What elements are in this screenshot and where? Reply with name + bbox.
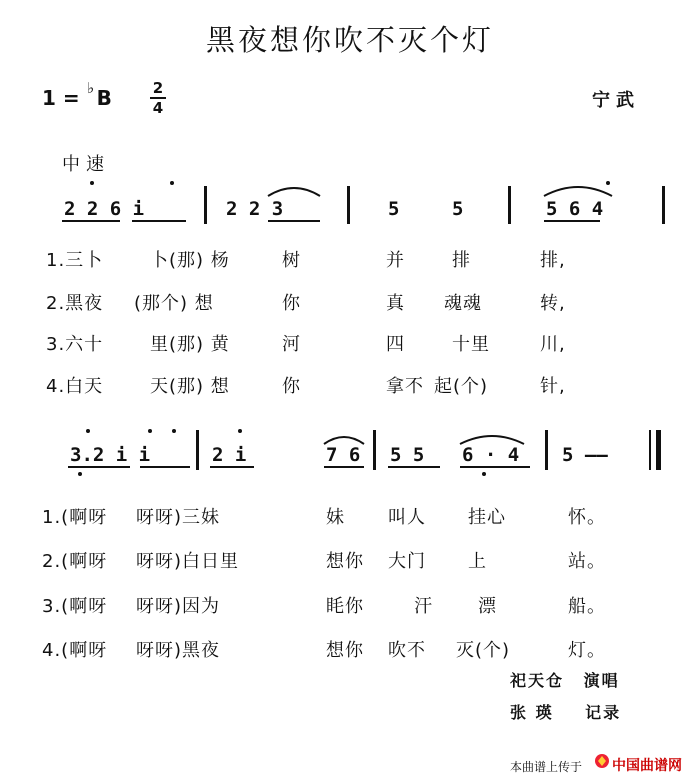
- lyric: 漂: [478, 596, 497, 617]
- lyric: 四: [386, 334, 405, 355]
- lyric: 转,: [540, 293, 566, 314]
- credit-name: 张 瑛: [510, 703, 554, 722]
- note-group: 5: [388, 198, 400, 220]
- note-group: 6 · 4: [462, 444, 520, 466]
- note-group: 3.2 i i: [70, 444, 151, 466]
- composer: 宁武: [592, 90, 640, 111]
- meter-bottom: 4: [152, 99, 164, 117]
- lyric: 妹: [326, 507, 345, 528]
- lyric: 叫人: [388, 507, 426, 528]
- meter-top: 2: [152, 79, 164, 97]
- flat-sign: ♭: [87, 79, 95, 97]
- lyric: 怀。: [568, 507, 606, 528]
- lyric: 4.(啊呀: [42, 640, 108, 661]
- lyric: 真: [386, 293, 405, 314]
- lyric: 想你: [326, 640, 364, 661]
- lyric: 河: [282, 334, 301, 355]
- note-group: 2 i: [212, 444, 247, 466]
- lyric: 拿不: [386, 376, 424, 397]
- lyric: 灭(个): [456, 640, 511, 661]
- key-prefix: 1 =: [42, 86, 87, 110]
- lyric: 大门: [388, 551, 426, 572]
- credit-role: 记录: [585, 703, 622, 722]
- lyric: 吹不: [388, 640, 426, 661]
- credit-singer: [510, 668, 620, 691]
- note-group: 2 2 3: [226, 198, 284, 220]
- lyric: 呀呀)黑夜: [136, 640, 221, 661]
- lyric: 针,: [540, 376, 566, 397]
- lyric: 里(那) 黄: [150, 334, 230, 355]
- lyric: 树: [282, 250, 301, 271]
- lyric: 汗: [414, 596, 433, 617]
- lyric: 4.白天: [46, 376, 104, 397]
- tempo-marking: 中速: [62, 154, 110, 175]
- lyric: 卜(那) 杨: [150, 250, 230, 271]
- lyric: 天(那) 想: [150, 376, 230, 397]
- credit-name: 祀天仓: [510, 671, 565, 690]
- credit-role: 演唱: [583, 671, 620, 690]
- lyric: 想你: [326, 551, 364, 572]
- lyric: 呀呀)因为: [136, 596, 221, 617]
- footer-text: 本曲谱上传于: [510, 760, 583, 774]
- lyric: 眊你: [326, 596, 364, 617]
- credit-recorder: [510, 700, 621, 723]
- lyric: 3.六十: [46, 334, 104, 355]
- lyric: 呀呀)三妹: [136, 507, 221, 528]
- song-title: 黑夜想你吹不灭个灯: [205, 23, 494, 57]
- lyric: 挂心: [468, 507, 506, 528]
- note-group: 7 6: [326, 444, 361, 466]
- lyric: 3.(啊呀: [42, 596, 108, 617]
- site-logo-icon: [594, 753, 610, 769]
- lyric: 排,: [540, 250, 566, 271]
- lyric: 2.黑夜: [46, 293, 104, 314]
- lyric: 灯。: [568, 640, 606, 661]
- lyric: 起(个): [434, 376, 489, 397]
- lyric: 2.(啊呀: [42, 551, 108, 572]
- key-note: B: [96, 86, 112, 110]
- lyric: (那个) 想: [134, 293, 214, 314]
- lyric: 1.(啊呀: [42, 507, 108, 528]
- lyric: 十里: [452, 334, 490, 355]
- lyric: 站。: [568, 551, 606, 572]
- note-group: 5: [452, 198, 464, 220]
- site-logo-text[interactable]: 中国曲谱网: [612, 758, 682, 774]
- lyric: 你: [282, 293, 301, 314]
- lyric: 1.三卜: [46, 250, 104, 271]
- note-group: 2 2 6 i: [64, 198, 145, 220]
- note-group: 5 ——: [562, 444, 608, 466]
- note-group: 5 6 4: [546, 198, 604, 220]
- lyric: 你: [282, 376, 301, 397]
- lyric: 排: [452, 250, 471, 271]
- note-group: 5 5: [390, 444, 425, 466]
- lyric: 并: [386, 250, 405, 271]
- lyric: 魂魂: [444, 293, 482, 314]
- lyric: 上: [468, 551, 487, 572]
- lyric: 呀呀)白日里: [136, 551, 240, 572]
- lyric: 船。: [568, 596, 606, 617]
- lyric: 川,: [540, 334, 566, 355]
